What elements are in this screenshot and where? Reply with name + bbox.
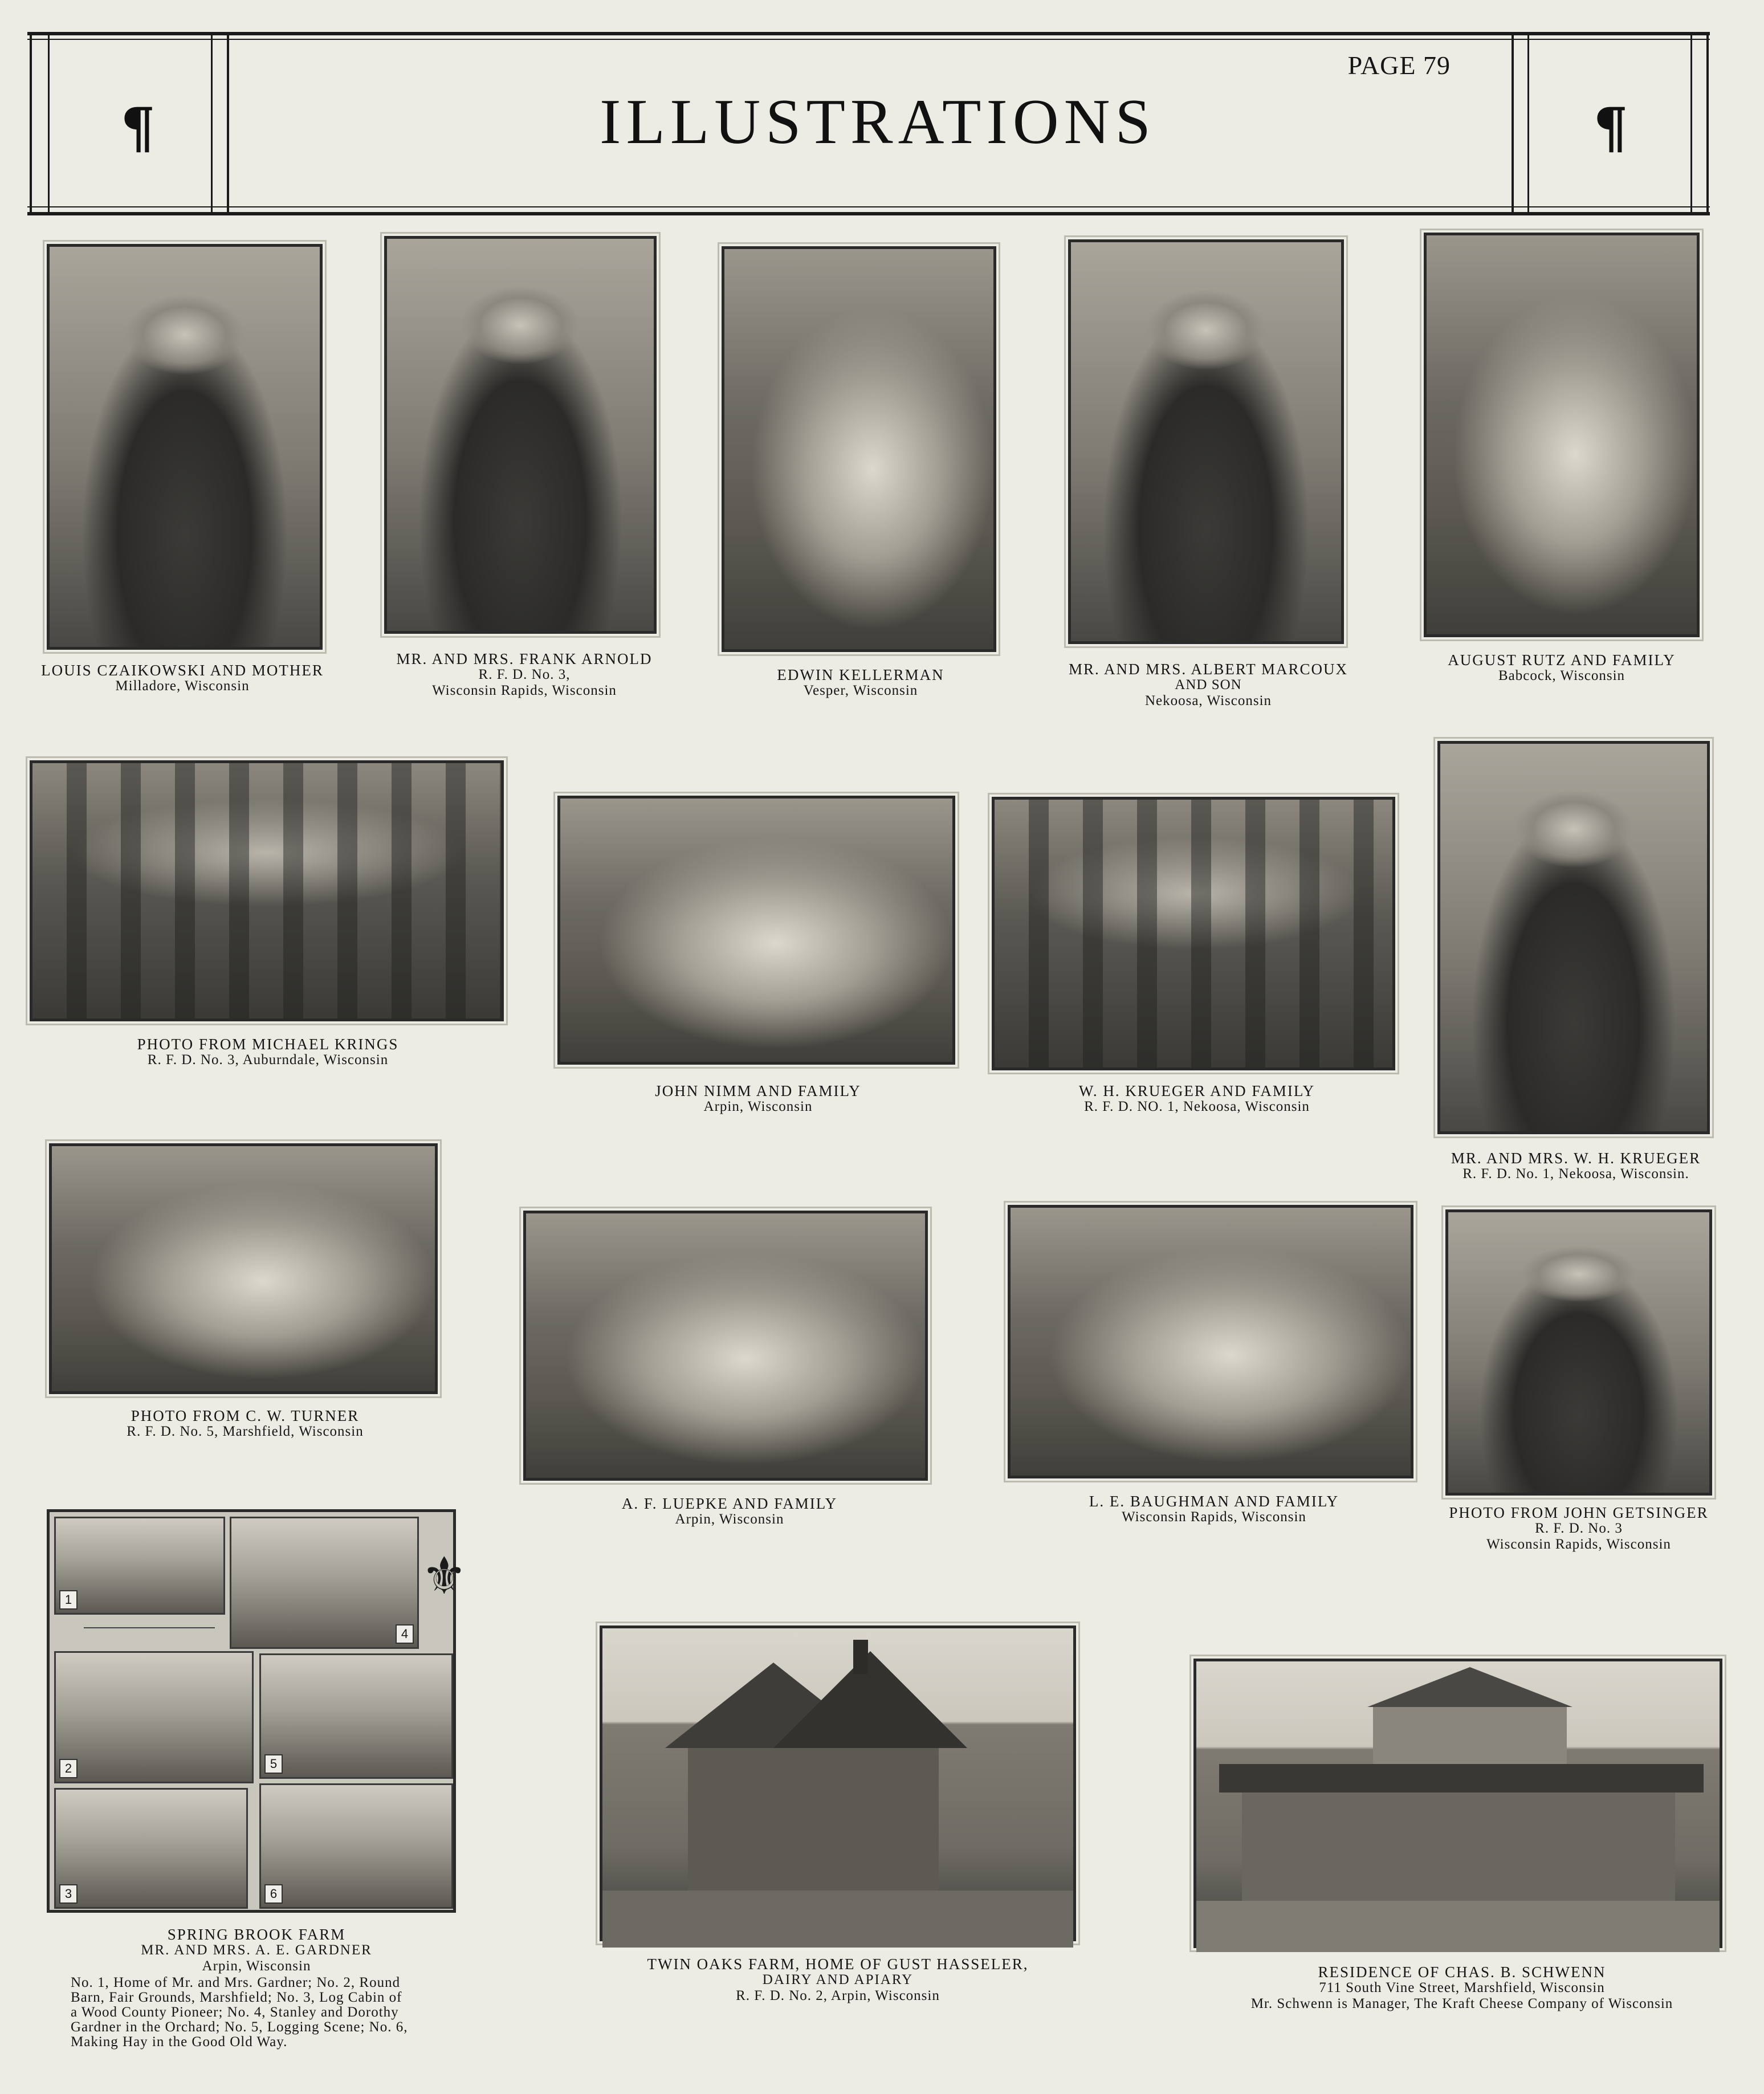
photo-krueger-family (992, 797, 1395, 1070)
caption-luepke (536, 1496, 923, 1527)
caption-title: MR. AND MRS. W. H. KRUEGER (1451, 1150, 1701, 1167)
ground (602, 1891, 1073, 1948)
house-porch (1242, 1792, 1675, 1901)
panel-number: 5 (264, 1754, 283, 1774)
caption-krueger-couple (1408, 1150, 1744, 1182)
panel-number: 2 (59, 1759, 78, 1778)
photo-panel (230, 1517, 419, 1649)
caption-line: Wisconsin Rapids, Wisconsin (432, 683, 617, 698)
caption-line: MR. AND MRS. A. E. GARDNER (141, 1942, 372, 1958)
caption-title: MR. AND MRS. ALBERT MARCOUX (1069, 661, 1348, 678)
caption-title: PHOTO FROM JOHN GETSINGER (1449, 1504, 1709, 1521)
photo-rutz (1424, 233, 1700, 637)
caption-line: Wisconsin Rapids, Wisconsin (1486, 1537, 1671, 1552)
photo-arnold (384, 236, 657, 634)
header-top-rule-inner (27, 39, 1710, 40)
caption-line: 711 South Vine Street, Marshfield, Wisconsin (1319, 1980, 1605, 1995)
photo-nimm (557, 796, 955, 1065)
pilcrow-ornament-left: ¶ (120, 96, 156, 160)
fleur-de-lis-icon: ⚜ (421, 1546, 467, 1606)
photo-baughman (1008, 1205, 1413, 1478)
photo-getsinger (1445, 1209, 1712, 1496)
caption-krueger-family (1003, 1083, 1391, 1115)
caption-line: DAIRY AND APIARY (762, 1972, 914, 1987)
caption-line: Nekoosa, Wisconsin (1144, 693, 1272, 708)
house-porch-roof (1219, 1764, 1704, 1792)
panel-number: 3 (59, 1884, 78, 1904)
header-divider (1706, 35, 1709, 214)
caption-spring-brook (57, 1926, 456, 1974)
ground (1196, 1901, 1720, 1952)
panel-number: 1 (59, 1590, 78, 1610)
caption-czaikowski (17, 662, 348, 694)
house-roof (773, 1651, 967, 1748)
house-body (688, 1742, 939, 1891)
header-divider (1527, 35, 1529, 214)
caption-line: R. F. D. No. 3, Auburndale, Wisconsin (147, 1052, 389, 1068)
caption-title: MR. AND MRS. FRANK ARNOLD (396, 650, 653, 667)
caption-line: R. F. D. No. 3, (478, 667, 571, 682)
caption-line: R. F. D. No. 1, Nekoosa, Wisconsin. (1462, 1166, 1689, 1182)
house-upper-story (1373, 1707, 1567, 1764)
caption-krings (51, 1036, 484, 1068)
photo-krings (30, 760, 504, 1021)
caption-title: EDWIN KELLERMAN (777, 666, 944, 683)
caption-title: A. F. LUEPKE AND FAMILY (621, 1495, 838, 1512)
pilcrow-ornament-right: ¶ (1593, 96, 1628, 160)
caption-turner (51, 1408, 439, 1440)
caption-arnold (353, 651, 695, 699)
caption-rutz (1391, 652, 1733, 684)
photo-turner (49, 1143, 438, 1394)
caption-line: No. 1, Home of Mr. and Mrs. Gardner; No. 2, Round (71, 1975, 401, 1990)
caption-title: JOHN NIMM AND FAMILY (655, 1082, 861, 1099)
header-bottom-rule (27, 212, 1710, 215)
caption-schwenn (1174, 1964, 1750, 2012)
photo-luepke (523, 1211, 928, 1481)
panel-number: 6 (264, 1884, 283, 1904)
caption-line: R. F. D. No. 3 (1535, 1521, 1623, 1536)
caption-title: RESIDENCE OF CHAS. B. SCHWENN (1318, 1963, 1606, 1981)
photo-twin-oaks (600, 1626, 1076, 1941)
photo-krueger-couple (1437, 741, 1710, 1134)
caption-line: Gardner in the Orchard; No. 5, Logging Scene; No. 6, (71, 2019, 408, 2035)
caption-line: R. F. D. NO. 1, Nekoosa, Wisconsin (1084, 1099, 1310, 1114)
caption-line: Making Hay in the Good Old Way. (71, 2034, 288, 2050)
panel-number: 4 (396, 1624, 414, 1644)
house-roof (1367, 1667, 1572, 1707)
header-divider (211, 35, 213, 214)
photo-schwenn (1193, 1659, 1722, 1948)
caption-title: PHOTO FROM MICHAEL KRINGS (137, 1036, 399, 1053)
page-title: ILLUSTRATIONS (600, 87, 1156, 157)
caption-title: TWIN OAKS FARM, HOME OF GUST HASSELER, (647, 1956, 1029, 1973)
caption-line: a Wood County Pioneer; No. 4, Stanley and Dorothy (71, 2005, 399, 2020)
header-divider (48, 35, 50, 214)
photo-panel (54, 1651, 254, 1783)
caption-line: R. F. D. No. 2, Arpin, Wisconsin (736, 1988, 940, 2003)
caption-line: Mr. Schwenn is Manager, The Kraft Cheese Company of Wisconsin (1250, 1996, 1673, 2011)
photo-czaikowski (47, 244, 323, 650)
photo-panel (259, 1783, 453, 1909)
page-number: PAGE 79 (1347, 51, 1451, 80)
photo-panel (54, 1788, 248, 1909)
photo-spring-brook-composite (47, 1509, 467, 1913)
house-chimney (853, 1640, 868, 1674)
header-divider (30, 35, 32, 214)
photo-panel (54, 1517, 225, 1615)
caption-line: AND SON (1175, 677, 1242, 692)
caption-spring-brook-description (71, 1975, 504, 2050)
caption-title: PHOTO FROM C. W. TURNER (131, 1407, 360, 1424)
photo-kellerman (722, 246, 996, 652)
caption-baughman (1020, 1493, 1408, 1525)
caption-title: SPRING BROOK FARM (167, 1926, 346, 1943)
caption-twin-oaks (593, 1956, 1083, 2004)
caption-getsinger (1408, 1505, 1750, 1553)
caption-title: LOUIS CZAIKOWSKI AND MOTHER (41, 662, 324, 679)
caption-marcoux (1026, 661, 1391, 709)
caption-line: Wisconsin Rapids, Wisconsin (1122, 1509, 1306, 1525)
caption-line: Arpin, Wisconsin (703, 1099, 813, 1114)
caption-line: R. F. D. No. 5, Marshfield, Wisconsin (127, 1424, 364, 1439)
caption-nimm (570, 1083, 946, 1115)
header-top-rule (27, 32, 1710, 35)
caption-line: Arpin, Wisconsin (675, 1512, 784, 1527)
caption-title: AUGUST RUTZ AND FAMILY (1448, 651, 1676, 669)
caption-line: Babcock, Wisconsin (1498, 668, 1626, 683)
photo-marcoux (1068, 239, 1344, 644)
photo-panel (259, 1653, 453, 1779)
caption-title: L. E. BAUGHMAN AND FAMILY (1089, 1493, 1339, 1510)
caption-title: W. H. KRUEGER AND FAMILY (1078, 1082, 1315, 1099)
ornamental-rule (84, 1627, 215, 1628)
caption-kellerman (690, 667, 1032, 699)
caption-line: Barn, Fair Grounds, Marshfield; No. 3, Log Cabin of (71, 1990, 402, 2005)
header-divider (1690, 35, 1692, 214)
header-bottom-rule-inner (27, 206, 1710, 207)
caption-line: Vesper, Wisconsin (803, 683, 918, 698)
caption-line: Arpin, Wisconsin (202, 1958, 311, 1974)
caption-line: Milladore, Wisconsin (115, 678, 250, 694)
